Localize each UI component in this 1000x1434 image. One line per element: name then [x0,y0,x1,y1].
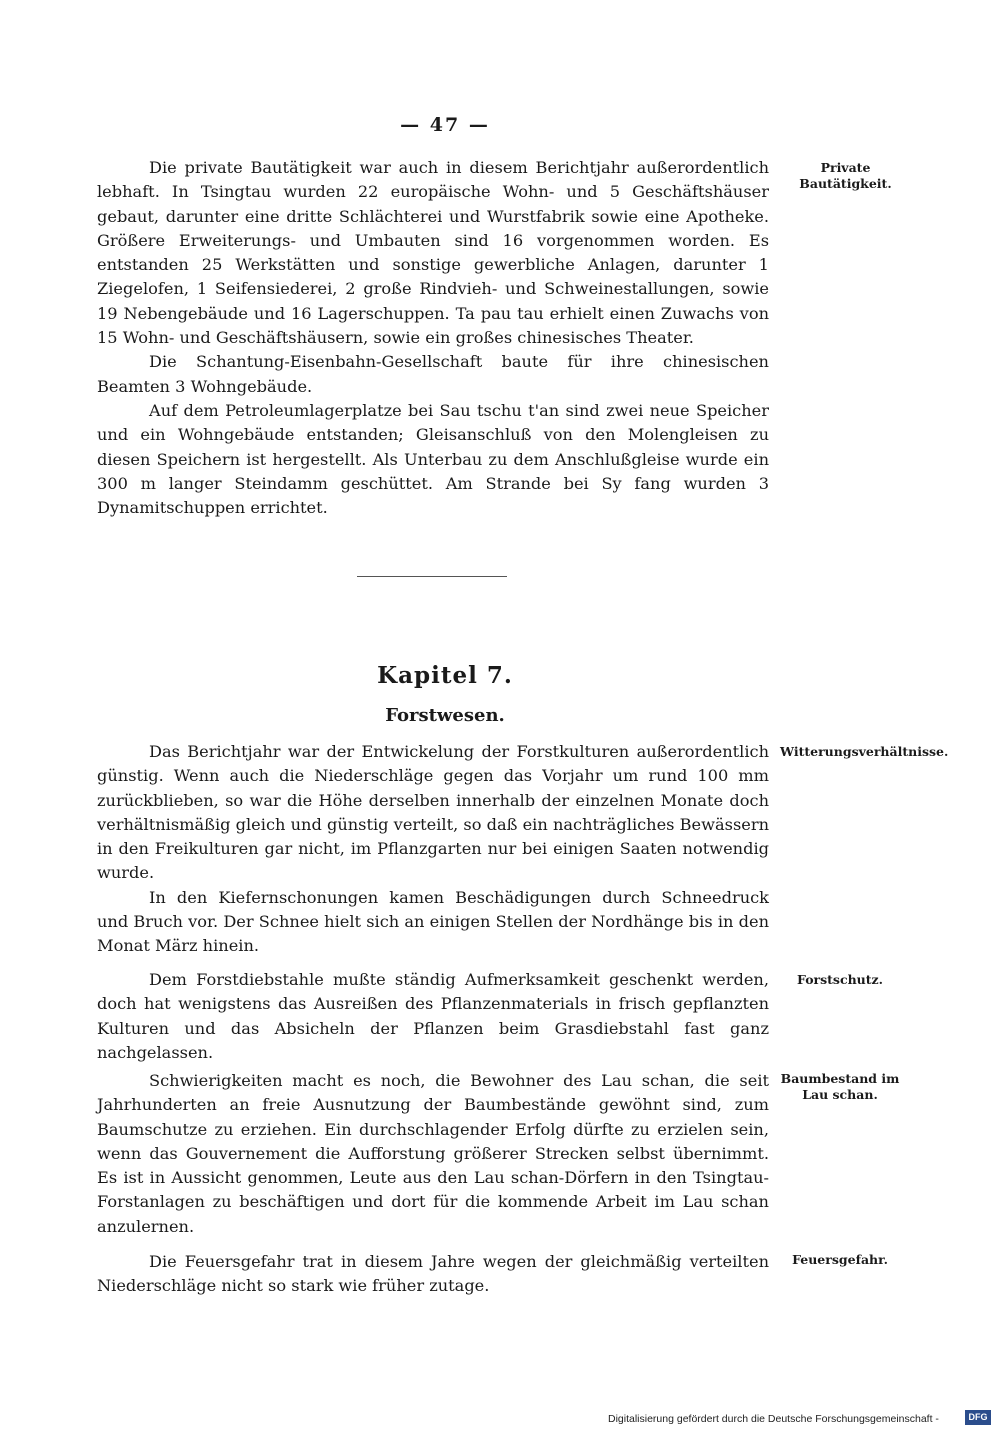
chapter-subtitle: Forstwesen. [385,705,505,726]
margin-note-fire-danger: Feuersgefahr. [792,1252,888,1267]
section-lau-schan [97,1069,769,1239]
paragraph: Die private Bautätigkeit war auch in diesem Berichtjahr außerordentlich lebhaft. In Tsingtau wurden 22 europäische Wohn- und 5 Geschäftshäuser gebaut, darunter eine dritte Schlächterei und Wurstfabrik sowie eine Apotheke. Größere Erweiterungs- und Umbauten sind 16 vorgenommen worden. Es entstanden 25 Werkstätten und sonstige gewerbliche Anlagen, darunter 1 Ziegelofen, 1 Seifensiederei, 2 große Rindvieh- und Schweinestallungen, sowie 19 Nebengebäude und 16 Lagerschuppen. Ta pau tau erhielt einen Zuwachs von 15 Wohn- und Geschäftshäusern, sowie ein großes chinesisches Theater. [97,158,769,348]
section-divider [357,576,507,577]
page-number: — 47 — [400,114,490,136]
paragraph: Dem Forstdiebstahle mußte ständig Aufmerksamkeit geschenkt werden, doch hat wenigstens das Ausreißen des Pflanzenmaterials in frisch gepflanzten Kulturen und das Absicheln der Pflanzen beim Grasdiebstahl fast ganz nachgelassen. [97,970,769,1062]
paragraph: Die Feuersgefahr trat in diesem Jahre wegen der gleichmäßig verteilten Niederschläge nicht so stark wie früher zutage. [97,1252,769,1296]
paragraph: In den Kiefernschonungen kamen Beschädigungen durch Schneedruck und Bruch vor. Der Schnee hielt sich an einigen Stellen der Nordhänge bis in den Monat März hinein. [97,887,769,956]
section-private-construction [97,156,769,520]
margin-note-private-construction: Private Bautätigkeit. [799,160,892,191]
paragraph: Die Schantung-Eisenbahn-Gesellschaft baute für ihre chinesischen Beamten 3 Wohngebäude. [97,352,769,396]
section-fire-danger [97,1250,769,1299]
footer-credit: Digitalisierung gefördert durch die Deutsche Forschungsgemeinschaft - [608,1413,939,1425]
margin-note-forest-protection: Forstschutz. [797,972,883,987]
margin-note-weather: Witterungsverhältnisse. [780,744,949,759]
paragraph: Das Berichtjahr war der Entwickelung der Forstkulturen außerordentlich günstig. Wenn auch die Niederschläge gegen das Vorjahr um rund 100 mm zurückblieben, so war die Höhe derselben innerhalb der einzelnen Monate doch verhältnismäßig gleich und günstig verteilt, so daß ein nachträgliches Bewässern in den Freikulturen gar nicht, im Pflanzgarten nur bei einigen Saaten notwendig wurde. [97,742,769,883]
paragraph: Schwierigkeiten macht es noch, die Bewohner des Lau schan, die seit Jahrhunderten an freie Ausnutzung der Baumbestände gewöhnt sind, zum Baumschutze zu erziehen. Ein durchschlagender Erfolg dürfte zu erzielen sein, wenn das Gouvernement die Aufforstung größerer Strecken selbst übernimmt. Es ist in Aussicht genommen, Leute aus den Lau schan-Dörfern in den Tsingtau-Forstanlagen zu beschäftigen und dort für die kommende Arbeit im Lau schan anzulernen. [97,1071,769,1236]
margin-note-lau-schan: Baumbestand im Lau schan. [780,1071,900,1102]
chapter-title: Kapitel 7. [377,662,513,689]
paragraph: Auf dem Petroleumlagerplatze bei Sau tschu t'an sind zwei neue Speicher und ein Wohngebäude entstanden; Gleisanschluß von den Molengleisen zu diesen Speichern ist hergestellt. Als Unterbau zu dem Anschlußgleise wurde ein 300 m langer Steindamm geschüttet. Am Strande bei Sy fang wurden 3 Dynamitschuppen errichtet. [97,400,769,518]
dfg-logo: DFG [965,1410,991,1425]
section-forest-protection [97,968,769,1065]
section-weather [97,740,769,959]
